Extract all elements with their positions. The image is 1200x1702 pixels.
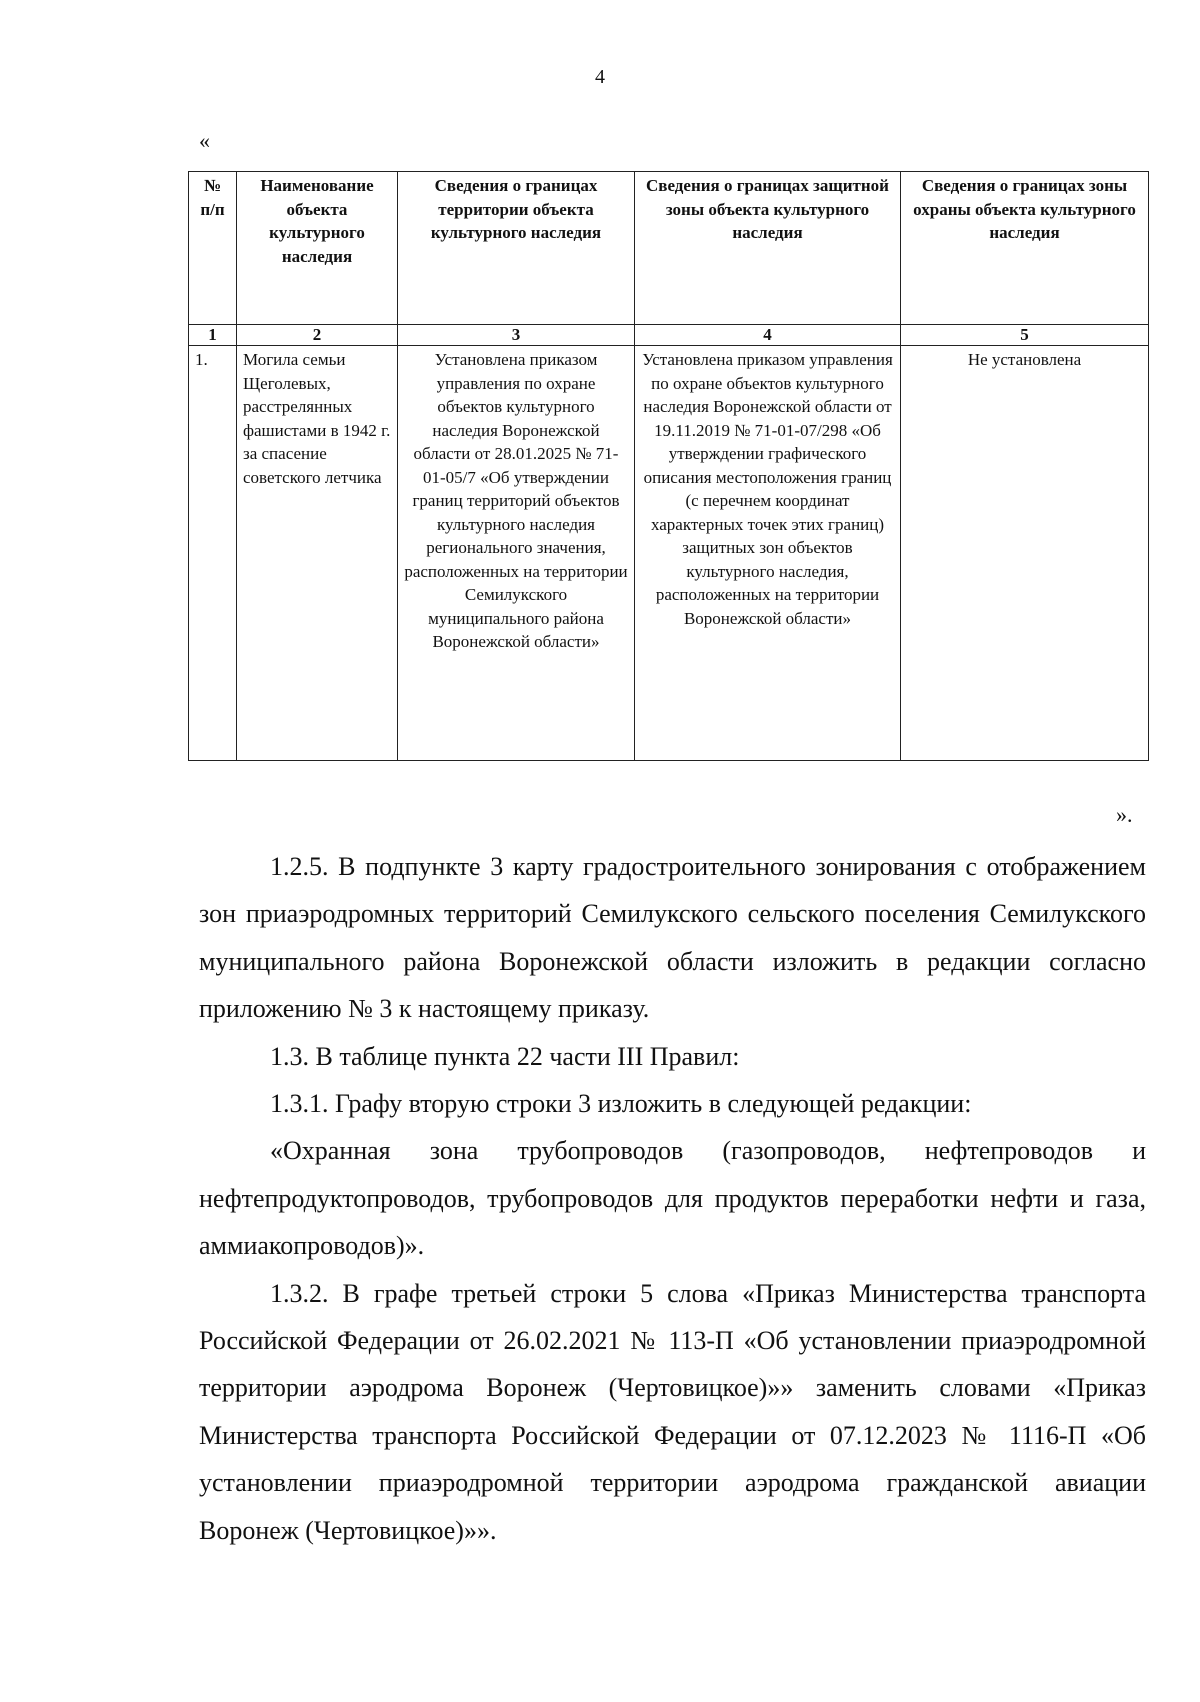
table-closing-quote: ». — [1116, 802, 1133, 827]
header-territory-boundaries: Сведения о границах территории объекта культурного наследия — [398, 172, 635, 325]
column-number: 1 — [189, 325, 237, 346]
body-text — [199, 843, 1146, 1554]
object-name-cell: Могила семьи Щеголевых, расстрелянных фашистами в 1942 г. за спасение советского летчика — [237, 346, 398, 761]
column-number-row — [189, 325, 1149, 346]
page-number: 4 — [595, 66, 605, 88]
table-opening-quote: « — [199, 128, 210, 153]
paragraph-1-3-2: 1.3.2. В графе третьей строки 5 слова «Приказ Министерства транспорта Российской Федерации от 26.02.2021 № 113-П «Об установлении приаэродромной территории аэродрома Воронеж (Чертовицкое)»» заменить словами «Приказ Министерства транспорта Российской Федерации от 07.12.2023 № 1116-П «Об установлении приаэродромной территории аэродрома гражданской авиации Воронеж (Чертовицкое)»». — [199, 1278, 1146, 1545]
paragraph-1-2-5: 1.2.5. В подпункте 3 карту градостроительного зонирования с отображением зон приаэродромных территорий Семилукского сельского поселения Семилукского муниципального района Воронежской области изложить в редакции согласно приложению № 3 к настоящему приказу. — [199, 852, 1146, 1024]
paragraph-1-3-1: 1.3.1. Графу вторую строки 3 изложить в следующей редакции: — [270, 1089, 972, 1119]
column-number: 3 — [398, 325, 635, 346]
column-number: 5 — [901, 325, 1149, 346]
paragraph-1-3: 1.3. В таблице пункта 22 части III Правил: — [270, 1041, 740, 1071]
territory-cell: Установлена приказом управления по охране объектов культурного наследия Воронежской области от 28.01.2025 № 71-01-05/7 «Об утверждении границ территорий объектов культурного наследия регионального значения, расположенных на территории Семилукского муниципального района Воронежской области» — [398, 346, 635, 761]
paragraph-quote: «Охранная зона трубопроводов (газопроводов, нефтепроводов и нефтепродуктопроводов, трубопроводов для продуктов переработки нефти и газа, аммиакопроводов)». — [199, 1136, 1146, 1261]
header-number: № п/п — [189, 172, 237, 325]
header-protective-zone-boundaries: Сведения о границах защитной зоны объекта культурного наследия — [635, 172, 901, 325]
row-number-cell: 1. — [189, 346, 237, 761]
column-number: 4 — [635, 325, 901, 346]
protection-zone-cell: Не установлена — [901, 346, 1149, 761]
header-protection-zone-boundaries: Сведения о границах зоны охраны объекта культурного наследия — [901, 172, 1149, 325]
column-number: 2 — [237, 325, 398, 346]
table-header-row — [189, 172, 1149, 325]
heritage-table — [188, 171, 1149, 761]
header-object-name: Наименование объекта культурного наследия — [237, 172, 398, 325]
protective-zone-cell: Установлена приказом управления по охране объектов культурного наследия Воронежской области от 19.11.2019 № 71-01-07/298 «Об утверждении графического описания местоположения границ (с перечнем координат характерных точек этих границ) защитных зон объектов культурного наследия, расположенных на территории Воронежской области» — [635, 346, 901, 761]
table-row — [189, 346, 1149, 761]
